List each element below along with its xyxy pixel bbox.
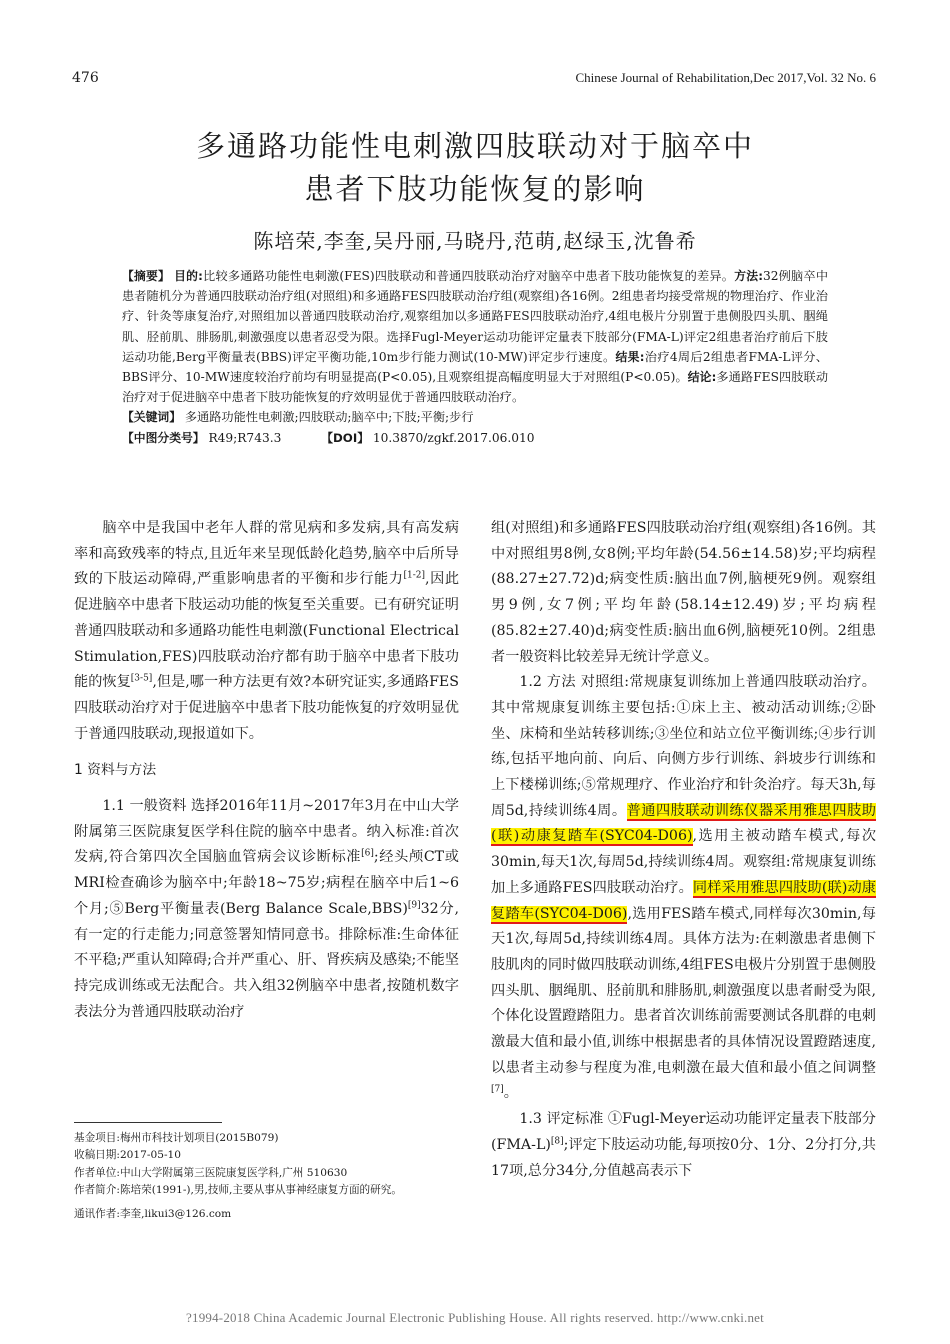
clc-text: R49;R743.3 [208,430,282,445]
citation-6: [6] [361,848,374,859]
footnote-bio: 作者简介:陈培荣(1991-),男,技师,主要从事从事神经康复方面的研究。 [74,1184,402,1197]
intro-paragraph: 脑卒中是我国中老年人群的常见病和多发病,具有高发病率和高致残率的特点,且近年来呈现低龄化趋势,脑卒中后所导致的下肢运动障碍,严重影响患者的平衡和步行能力[1-2],因此促进脑卒中患者下肢运动功能的恢复至关重要。已有研究证明普通四肢联动和多通路功能性电刺激(Functional Electrical Stimulation,FES)四肢联动治疗都有助于脑卒中患者下肢功能的恢复[3-5],但是,哪一种方法更有效?本研究证实,多通路FES四肢联动治疗对于促进脑卒中患者下肢功能恢复的疗效明显优于普通四肢联动,现报道如下。 [74,520,460,742]
keywords-line [122,407,828,427]
copyright-notice: ?1994-2018 China Academic Journal Electronic Publishing House. All rights reserved. http://www.cnki.net [186,1310,764,1325]
citation-7: [7] [491,1084,504,1095]
footnote-correspondence: 通讯作者:李奎,likui3@126.com [74,1207,232,1220]
general-data-continued: 组(对照组)和多通路FES四肢联动治疗组(观察组)各16例。其中对照组男8例,女8例;平均年龄(54.56±14.58)岁;平均病程(88.27±27.72)d;病变性质:脑出血7例,脑梗死9例。观察组男9例,女7例;平均年龄(58.14±12.49)岁;平均病程(85.82±27.40)d;病变性质:脑出血6例,脑梗死10例。2组患者一般资料比较差异无统计学意义。 [491,520,876,665]
footnotes [74,1130,474,1223]
citation-1-2: [1-2] [403,570,425,581]
highlighted-device-text-1: 普通四肢联动训练仪器采用雅思四肢助(联)动康复踏车(SYC04-D06) [491,802,876,845]
journal-running-header: Chinese Journal of Rehabilitation,Dec 2017,Vol. 32 No. 6 [575,70,876,85]
abstract-block [122,266,828,448]
evaluation-paragraph: 1.3 评定标准 ①Fugl-Meyer运动功能评定量表下肢部分(FMA-L)[8];评定下肢运动功能,每项按0分、1分、2分打分,共17项,总分34分,分值越高表示下 [491,1111,876,1179]
author-list: 陈培荣,李奎,吴丹丽,马晓丹,范萌,赵绿玉,沈鲁希 [253,229,697,253]
classification-line [122,428,828,448]
citation-9: [9] [407,900,421,911]
keywords-label: 【关键词】 [122,410,181,425]
conclusion-text: 多通路FES四肢联动治疗对于促进脑卒中患者下肢功能恢复的疗效明显优于普通四肢联动治疗。 [122,370,829,405]
article-title-line-2: 患者下肢功能恢复的影响 [304,172,646,206]
method-text: 32例脑卒中患者随机分为普通四肢联动治疗组(对照组)和多通路FES四肢联动治疗组(观察组)各16例。2组患者均接受常规的物理治疗、作业治疗、针灸等康复治疗,对照组加以普通四肢联动治疗,观察组加以多通路FES四肢联动治疗,4组电极片分别置于患侧股四头肌、胭绳肌、胫前肌、腓肠肌,刺激强度以患者忍受为限。选择Fugl-Meyer运动功能评定量表下肢部分(FMA-L)评定2组患者治疗前后下肢运动功能,Berg平衡量表(BBS)评定平衡功能,10m步行能力测试(10-MW)评定步行速度。 [122,269,829,364]
footnote-received: 收稿日期:2017-05-10 [74,1149,182,1162]
footnote-affiliation: 作者单位:中山大学附属第三医院康复医学科,广州 510630 [74,1166,348,1179]
citation-3-5: [3-5] [130,673,153,684]
objective-text: 比较多通路功能性电刺激(FES)四肢联动和普通四肢联动治疗对脑卒中患者下肢功能恢复的差异。 [202,269,735,283]
citation-8: [8] [550,1136,564,1147]
result-text: 治疗4周后2组患者FMA-L评分、BBS评分、10-MW速度较治疗前均有明显提高(P<0.05),且观察组提高幅度明显大于对照组(P<0.05)。 [122,349,828,385]
left-text-column [74,516,459,1025]
conclusion-label: 结论: [687,370,717,385]
footnote-divider [74,1122,222,1123]
page-number: 476 [72,70,99,86]
general-data-paragraph: 1.1 一般资料 选择2016年11月~2017年3月在中山大学附属第三医院康复医学科住院的脑卒中患者。纳入标准:首次发病,符合第四次全国脑血管病会议诊断标准[6];经头颅CT或MRI检查确诊为脑卒中;年龄18~75岁;病程在脑卒中后1~6个月;⑤Berg平衡量表(Berg Balance Scale,BBS)[9]32分,有一定的行走能力;同意签署知情同意书。排除标准:生命体征不平稳;严重认知障碍;合并严重心、肝、肾疾病及感染;不能坚持完成训练或无法配合。共入组32例脑卒中患者,按随机数字表法分为普通四肢联动治疗 [74,798,459,1020]
footnote-fund: 基金项目:梅州市科技计划项目(2015B079) [74,1132,279,1144]
methods-paragraph: 1.2 方法 对照组:常规康复训练加上普通四肢联动治疗。其中常规康复训练主要包括:①床上主、被动活动训练;②卧坐、床椅和坐站转移训练;③坐位和站立位平衡训练;④步行训练,包括平地向前、向后、向侧方步行训练、斜坡步行训练和上下楼梯训练;⑤常规理疗、作业治疗和针灸治疗。每天3h,每周5d,持续训练4周。普通四肢联动训练仪器采用雅思四肢助(联)动康复踏车(SYC04-D06),选用主被动踏车模式,每次30min,每天1次,每周5d,持续训练4周。观察组:常规康复训练加上多通路FES四肢联动治疗。同样采用雅思四肢助(联)动康复踏车(SYC04-D06),选用FES踏车模式,同样每次30min,每天1次,每周5d,持续训练4周。具体方法为:在刺激患者患侧下肢肌肉的同时做四肢联动训练,4组FES电极片分别置于患侧股四头肌、胭绳肌、胫前肌和腓肠肌,刺激强度以患者耐受为限,个体化设置蹬踏阻力。患者首次训练前需要测试各肌群的电刺激最大值和最小值,训练中根据患者的具体情况设置蹬踏速度,以患者主动参与程度为准,电刺激在最大值和最小值之间调整[7]。 [491,674,877,1102]
abstract-label: 【摘要】 [122,269,171,283]
abstract-body [122,266,828,407]
objective-label: 目的: [174,269,203,283]
doi-text: 10.3870/zgkf.2017.06.010 [372,430,535,445]
clc-label: 【中图分类号】 [122,430,205,445]
section-heading-materials-methods: 1 资料与方法 [74,762,157,779]
doi-label: 【DOI】 [321,430,370,445]
method-label: 方法: [734,269,763,283]
article-title-line-1: 多通路功能性电刺激四肢联动对于脑卒中 [195,129,754,163]
keywords-text: 多通路功能性电刺激;四肢联动;脑卒中;下肢;平衡;步行 [184,410,474,425]
highlighted-device-text-2: 同样采用雅思四肢助(联)动康复踏车(SYC04-D06) [491,879,876,922]
right-text-column [491,516,876,1184]
result-label: 结果: [615,349,645,364]
